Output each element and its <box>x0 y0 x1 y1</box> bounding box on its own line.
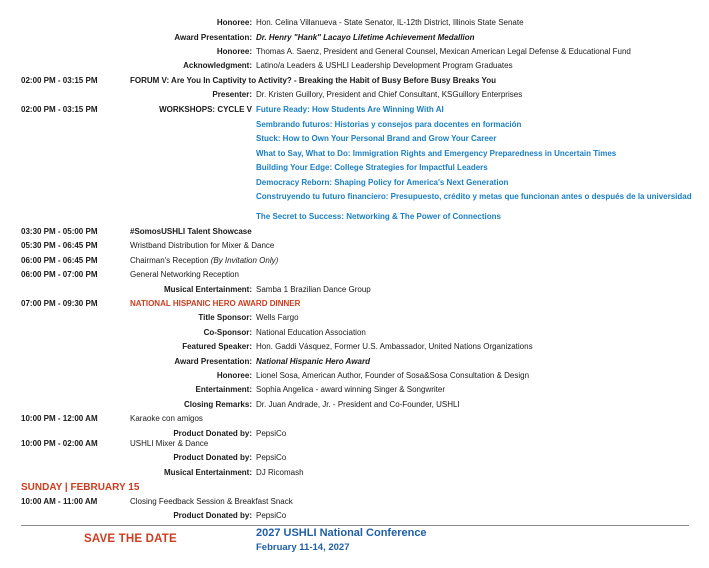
detail-label: Presenter: <box>212 90 252 99</box>
session-title: Wristband Distribution for Mixer & Dance <box>130 241 275 250</box>
detail-label: Acknowledgment: <box>183 61 252 70</box>
detail-label: Entertainment: <box>195 385 252 394</box>
detail-value: Latino/a Leaders & USHLI Leadership Development Program Graduates <box>256 61 513 70</box>
session-title: Karaoke con amigos <box>130 414 203 423</box>
time-slot: 07:00 PM - 09:30 PM <box>21 299 98 308</box>
session-title-group <box>130 256 278 266</box>
session-title: FORUM V: Are You In Captivity to Activity? - Breaking the Habit of Busy Before Busy Breaks You <box>130 76 496 85</box>
detail-value: Samba 1 Brazilian Dance Group <box>256 285 371 294</box>
time-slot: 02:00 PM - 03:15 PM <box>21 76 98 85</box>
dinner-title: NATIONAL HISPANIC HERO AWARD DINNER <box>130 299 301 308</box>
session-title: Closing Feedback Session & Breakfast Snack <box>130 497 293 506</box>
time-slot: 05:30 PM - 06:45 PM <box>21 241 98 250</box>
session-title: General Networking Reception <box>130 270 239 279</box>
detail-value: PepsiCo <box>256 511 287 520</box>
detail-value: Dr. Kristen Guillory, President and Chief Consultant, KSGuillory Enterprises <box>256 90 523 99</box>
workshop-link[interactable]: Sembrando futuros: Historias y consejos para docentes en formación <box>256 120 522 129</box>
detail-value: Sophia Angelica - award winning Singer & Songwriter <box>256 385 445 394</box>
detail-label: Award Presentation: <box>174 33 252 42</box>
time-slot: 06:00 PM - 06:45 PM <box>21 256 98 265</box>
detail-value: Dr. Henry "Hank" Lacayo Lifetime Achievement Medallion <box>256 33 475 42</box>
workshop-link[interactable]: The Secret to Success: Networking & The Power of Connections <box>256 212 501 221</box>
workshop-link[interactable]: Future Ready: How Students Are Winning With AI <box>256 105 444 114</box>
workshop-link[interactable]: Building Your Edge: College Strategies for Impactful Leaders <box>256 163 488 172</box>
detail-value: Dr. Juan Andrade, Jr. - President and Co-Founder, USHLI <box>256 400 460 409</box>
detail-label: Title Sponsor: <box>198 313 252 322</box>
detail-value: Hon. Celina Villanueva - State Senator, IL-12th District, Illinois State Senate <box>256 18 524 27</box>
detail-label: Product Donated by: <box>173 429 252 438</box>
detail-label: Honoree: <box>216 47 252 56</box>
detail-label: Co-Sponsor: <box>203 328 252 337</box>
workshops-label: WORKSHOPS: CYCLE V <box>159 105 252 114</box>
footer-divider <box>21 525 689 526</box>
detail-value: Lionel Sosa, American Author, Founder of Sosa&Sosa Consultation & Design <box>256 371 530 380</box>
workshop-link[interactable]: What to Say, What to Do: Immigration Rights and Emergency Preparedness in Uncertain Times <box>256 149 617 158</box>
detail-value: National Education Association <box>256 328 366 337</box>
detail-label: Honoree: <box>216 18 252 27</box>
detail-label: Closing Remarks: <box>183 400 252 409</box>
detail-label: Award Presentation: <box>174 357 252 366</box>
detail-value: Thomas A. Saenz, President and General Counsel, Mexican American Legal Defense & Educational Fund <box>256 47 631 56</box>
detail-value: National Hispanic Hero Award <box>256 357 370 366</box>
session-title: USHLI Mixer & Dance <box>130 439 209 448</box>
workshop-link[interactable]: Democracy Reborn: Shaping Policy for America's Next Generation <box>256 178 509 187</box>
session-title: #SomosUSHLI Talent Showcase <box>130 227 252 236</box>
detail-value: Wells Fargo <box>256 313 299 322</box>
time-slot: 10:00 PM - 12:00 AM <box>21 414 98 423</box>
save-the-date: SAVE THE DATE <box>84 533 177 545</box>
detail-label: Musical Entertainment: <box>163 285 252 294</box>
detail-value: PepsiCo <box>256 453 287 462</box>
session-title: Chairman's Reception <box>130 256 209 265</box>
workshop-link[interactable]: Construyendo tu futuro financiero: Presupuesto, crédito y metas que funcionan antes o después de la universidad <box>256 192 692 201</box>
time-slot: 03:30 PM - 05:00 PM <box>21 227 98 236</box>
time-slot: 02:00 PM - 03:15 PM <box>21 105 98 114</box>
workshop-link[interactable]: Stuck: How to Own Your Personal Brand and Grow Your Career <box>256 134 497 143</box>
conference-dates: February 11-14, 2027 <box>256 542 350 553</box>
detail-label: Honoree: <box>216 371 252 380</box>
detail-value: PepsiCo <box>256 429 287 438</box>
detail-value: Hon. Gaddi Vásquez, Former U.S. Ambassador, United Nations Organizations <box>256 342 533 351</box>
session-note: (By Invitation Only) <box>210 256 279 265</box>
detail-label: Featured Speaker: <box>182 342 252 351</box>
conference-title: 2027 USHLI National Conference <box>256 527 427 539</box>
detail-value: DJ Ricomash <box>256 468 304 477</box>
time-slot: 10:00 PM - 02:00 AM <box>21 439 98 448</box>
time-slot: 10:00 AM - 11:00 AM <box>21 497 98 506</box>
detail-label: Musical Entertainment: <box>163 468 252 477</box>
time-slot: 06:00 PM - 07:00 PM <box>21 270 98 279</box>
detail-label: Product Donated by: <box>173 453 252 462</box>
day-heading: SUNDAY | FEBRUARY 15 <box>21 482 140 493</box>
detail-label: Product Donated by: <box>173 511 252 520</box>
